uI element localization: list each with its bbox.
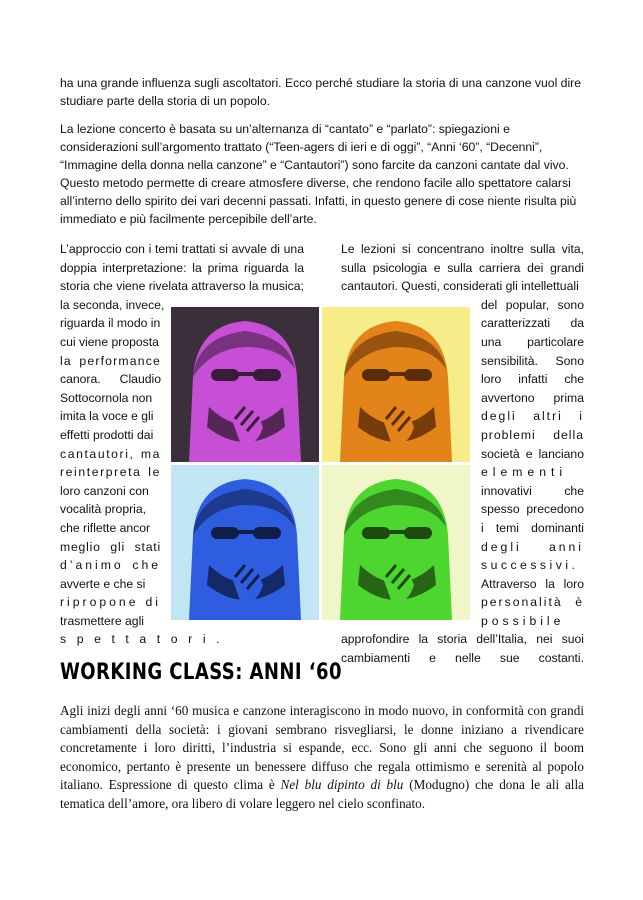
right-line: innovativi che (481, 483, 584, 498)
left-line: reinterpreta le (60, 465, 161, 480)
left-line: effetti prodotti dai (60, 427, 154, 442)
right-line: spesso precedono (481, 502, 584, 517)
left-line: spettatori. (60, 632, 231, 647)
pop-art-portrait-orange (322, 307, 470, 462)
pop-art-portrait-magenta (171, 307, 319, 462)
left-line: cantautori, ma (60, 446, 161, 461)
left-line: riguarda il modo in (60, 316, 161, 331)
left-line: meglio gli stati (60, 539, 161, 554)
right-line: una particolare (481, 334, 584, 349)
right-line: approfondire la storia dell’Italia, nei suoi (341, 632, 584, 647)
left-line: loro canzoni con (60, 483, 149, 498)
paragraph-intro: ha una grande influenza sugli ascoltatori. Ecco perché studiare la storia di una canzone vuol dire studiare parte della storia di un popolo. (60, 76, 581, 108)
paragraph-working-class (60, 702, 584, 814)
right-line: successivi. (481, 558, 579, 573)
right-line: cambiamenti e nelle sue costanti. (341, 651, 584, 666)
pop-art-portrait-green (322, 465, 470, 620)
left-line: d’animo che (60, 558, 161, 573)
left-line: storia che viene rivelata attraverso la musica; (60, 279, 304, 294)
left-line: doppia interpretazione: la prima riguarda la (60, 260, 304, 275)
song-title: Nel blu dipinto di blu (280, 777, 404, 793)
paragraph-text-end: (Modugno) che dona le ali alla tematica dell’amore, ora libero di volare leggero nel cielo sconfinato. (60, 777, 584, 811)
left-line: ripropone di (60, 595, 161, 610)
paragraph-lesson-concert: La lezione concerto è basata su un’alternanza di “cantato” e “parlato”: spiegazioni e considerazioni sull’argomento trattato (“Teen-agers di ieri e di oggi”, “Anni ‘60”, “Decenni”, “Immagine della donna nella canzone” e “Cantautori”) sono farcite da canzoni cantate dal vivo. Questo metodo permette di creare atmosfere diverse, che rendono facile allo spettatore calarsi all’interno dello spirito dei vari decenni passati. Infatti, in questo genere di cose niente risulta più immediato e più facilmente percepibile dell’arte. (60, 122, 577, 226)
left-line: vocalità propria, (60, 502, 147, 517)
right-line: Attraverso la loro (481, 576, 584, 591)
right-line: degli anni (481, 539, 584, 554)
right-line: cantautori. Questi, considerati gli intellettuali (341, 279, 579, 294)
paragraph-text-start: Agli inizi degli anni ‘60 musica e canzone interagiscono in modo nuovo, in conformità con grandi cambiamenti della società: i giovani sembrano risvegliarsi, le donne iniziano a rivendicare concretamente i loro diritti, l’industria si espande, ecc. Sono gli anni che seguono il boom economico, pertanto è presente un benessere diffuso che regala ottimismo e serenità al popolo italiano. Espressione di questo clima è (60, 703, 584, 793)
right-line: personalità è (481, 595, 584, 610)
left-line: cui viene proposta (60, 334, 159, 349)
right-line: loro infatti che (481, 372, 584, 387)
right-line: avvertono prima (481, 390, 584, 405)
section-heading: WORKING CLASS: ANNI ‘60 (60, 660, 342, 685)
right-line: problemi della (481, 427, 584, 442)
left-line: imita la voce e gli (60, 409, 154, 424)
left-line: la performance (60, 353, 161, 368)
left-line: L’approccio con i temi trattati si avvale di una (60, 242, 304, 256)
left-line: Sottocornola non (60, 390, 153, 405)
right-line: sensibilità. Sono (481, 353, 584, 368)
right-line: sulla psicologia e sulla carriera dei grandi (341, 260, 584, 275)
pop-art-portrait-grid (171, 307, 470, 620)
right-line: del popular, sono (481, 297, 584, 312)
right-line: possibile (481, 613, 565, 628)
right-line: caratterizzati da (481, 316, 584, 331)
right-line: elementi (481, 465, 568, 480)
right-line: società e lanciano (481, 446, 584, 461)
right-line: degli altri i (481, 409, 584, 424)
right-line: i temi dominanti (481, 520, 584, 535)
left-line: avverte e che si (60, 576, 146, 591)
right-line: Le lezioni si concentrano inoltre sulla vita, (341, 242, 584, 256)
left-line: che riflette ancor (60, 520, 151, 535)
left-line: trasmettere agli (60, 613, 144, 628)
pop-art-portrait-blue (171, 465, 319, 620)
left-line: canora. Claudio (60, 372, 161, 387)
left-line: la seconda, invece, (60, 297, 165, 312)
